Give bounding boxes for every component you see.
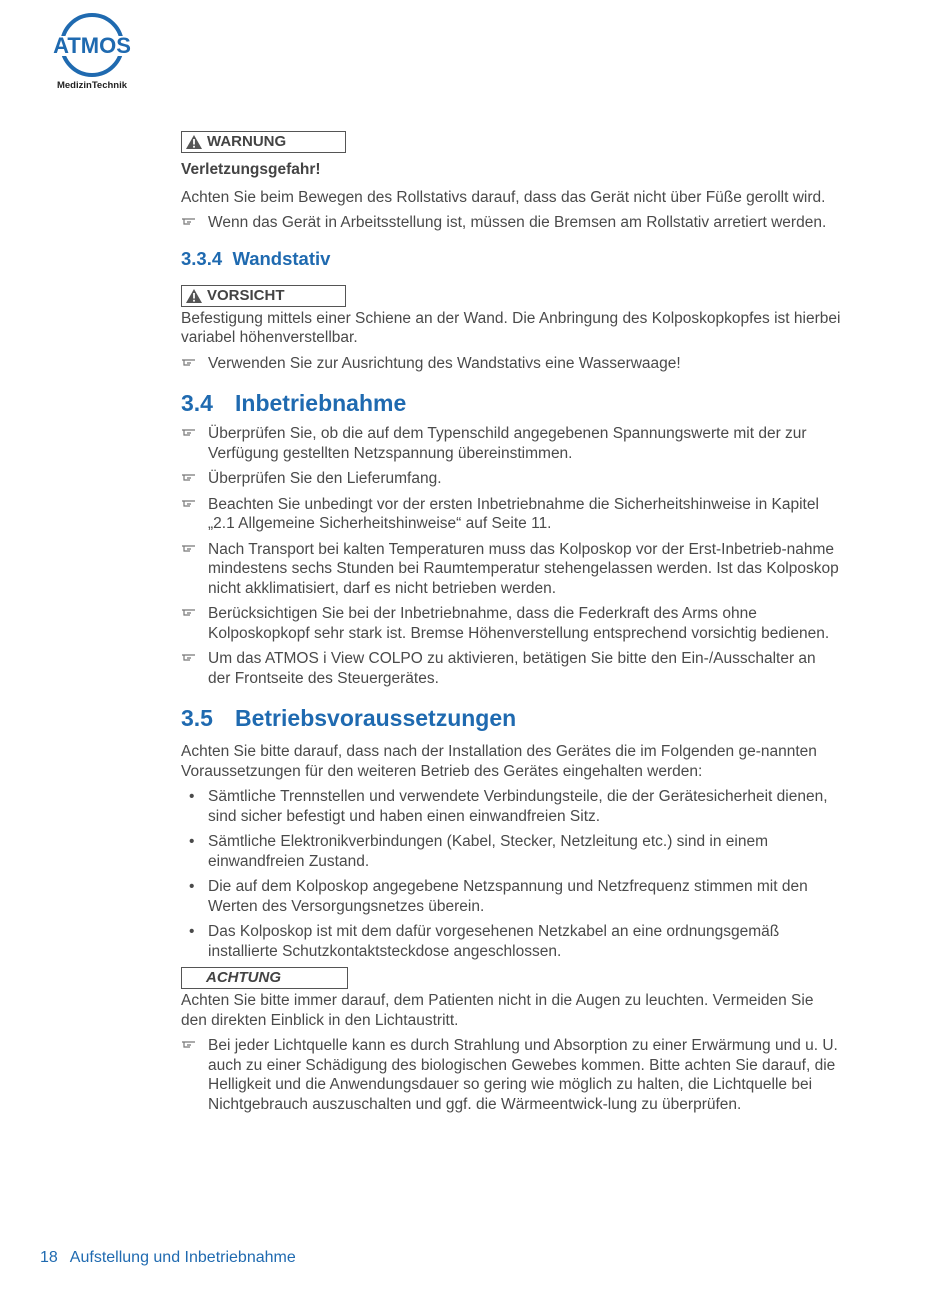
list-item: [181, 354, 841, 374]
section-heading-3-5: 3.5 Betriebsvoraussetzungen: [181, 705, 517, 731]
pointing-hand-icon: [181, 498, 197, 508]
bullet-item: • Sämtliche Elektronikverbindungen (Kabel, Stecker, Netzleitung etc.) sind in einem einwandfreien Zustand.: [189, 833, 769, 870]
caution-label: VORSICHT: [207, 286, 285, 304]
pointing-hand-icon: [181, 357, 197, 367]
list-item: [181, 469, 841, 489]
pointing-hand-icon: [181, 543, 197, 553]
list-item-text: Nach Transport bei kalten Temperaturen muss das Kolposkop vor der Erst-Inbetrieb-nahme mindestens sechs Stunden bei Raumtemperatur stehengelassen werden. Ist das Kolposkop nicht akklimatisiert, darf es nicht betrieben werden.: [208, 540, 839, 597]
attention-label: ACHTUNG: [206, 969, 281, 987]
warning-title: Verletzungsgefahr!: [181, 161, 321, 178]
bullet-item: • Die auf dem Kolposkop angegebene Netzspannung und Netzfrequenz stimmen mit den Werten des Versorgungsnetzes überein.: [189, 878, 808, 915]
list-item: [181, 604, 841, 643]
pointing-hand-icon: [181, 472, 197, 482]
pointing-hand-icon: [181, 652, 197, 662]
bullet-item: • Sämtliche Trennstellen und verwendete Verbindungsteile, die der Gerätesicherheit dienen, sind sicher befestigt und haben einen einwandfreien Sitz.: [189, 788, 828, 825]
page-number: 18: [40, 1249, 58, 1266]
list-item-text: Bei jeder Lichtquelle kann es durch Strahlung und Absorption zu einer Erwärmung und u. U. auch zu einer Schädigung des biologischen Gewebes kommen. Bitte achten Sie darauf, die Helligkeit und die Anwendungsdauer so gering wie möglich zu halten, die Lichtquelle bei Nichtgebrauch auszuschalten und ggf. die Wärmeentwick-lung zu überprüfen.: [208, 1037, 838, 1113]
list-item: [181, 540, 841, 599]
list-item: [181, 1036, 841, 1114]
list-item: [181, 495, 841, 534]
section-heading-3-3-4: 3.3.4 Wandstativ: [181, 247, 331, 269]
list-item: [181, 424, 841, 463]
pointing-hand-icon: [181, 1039, 197, 1049]
bullet-icon: •: [189, 833, 195, 850]
pointing-hand-icon: [181, 607, 197, 617]
attention-box: [181, 967, 348, 989]
list-item: [181, 213, 841, 233]
section-text: Befestigung mittels einer Schiene an der Wand. Die Anbringung des Kolposkopkopfes ist hierbei variabel höhenverstellbar.: [181, 309, 841, 346]
pointing-hand-icon: [181, 216, 197, 226]
warning-triangle-icon: [185, 134, 203, 150]
logo-subtitle: MedizinTechnik: [56, 80, 128, 91]
bullet-icon: •: [189, 878, 195, 895]
caution-box: [181, 285, 346, 307]
list-item-text: Verwenden Sie zur Ausrichtung des Wandstativs eine Wasserwaage!: [208, 354, 681, 372]
page-footer: [40, 1249, 296, 1267]
list-item-text: Berücksichtigen Sie bei der Inbetriebnahme, dass die Federkraft des Arms ohne Kolposkopkopf sehr stark ist. Bremse Höhenverstellung entsprechend vorsichtig bedienen.: [208, 605, 830, 642]
pointing-hand-icon: [181, 427, 197, 437]
warning-text: Achten Sie beim Bewegen des Rollstativs darauf, dass das Gerät nicht über Füße gerollt wird.: [181, 188, 826, 206]
list-item-text: Um das ATMOS i View COLPO zu aktivieren, betätigen Sie bitte den Ein-/Ausschalter an der Frontseite des Steuergerätes.: [208, 650, 816, 687]
warning-box: [181, 131, 346, 153]
attention-text: Achten Sie bitte immer darauf, dem Patienten nicht in die Augen zu leuchten. Vermeiden Sie den direkten Einblick in den Lichtaustritt.: [181, 992, 814, 1029]
page-content: [181, 131, 841, 1114]
chapter-title: Aufstellung und Inbetriebnahme: [69, 1249, 296, 1266]
bullet-icon: •: [189, 788, 195, 805]
warning-label: WARNUNG: [207, 133, 287, 151]
svg-text:ATMOS: ATMOS: [53, 33, 131, 58]
bullet-icon: •: [189, 923, 195, 940]
bullet-item: • Das Kolposkop ist mit dem dafür vorgesehenen Netzkabel an eine ordnungsgemäß installierte Schutzkontaktsteckdose angeschlossen.: [189, 923, 780, 960]
list-item-text: Beachten Sie unbedingt vor der ersten Inbetriebnahme die Sicherheitshinweise in Kapitel „2.1 Allgemeine Sicherheitshinweise“ auf Seite 11.: [208, 495, 819, 532]
list-item: [181, 649, 841, 688]
warning-triangle-icon: [185, 288, 203, 304]
list-item-text: Überprüfen Sie, ob die auf dem Typenschild angegebenen Spannungswerte mit der zur Verfügung gestellten Netzspannung übereinstimmen.: [208, 425, 807, 462]
section-intro: Achten Sie bitte darauf, dass nach der Installation des Gerätes die im Folgenden ge-nannten Voraussetzungen für den weiteren Betrieb des Gerätes eingehalten werden:: [181, 743, 817, 780]
list-item-text: Wenn das Gerät in Arbeitsstellung ist, müssen die Bremsen am Rollstativ arretiert werden.: [208, 214, 827, 231]
section-heading-3-4: 3.4 Inbetriebnahme: [181, 390, 407, 416]
list-item-text: Überprüfen Sie den Lieferumfang.: [208, 470, 442, 487]
